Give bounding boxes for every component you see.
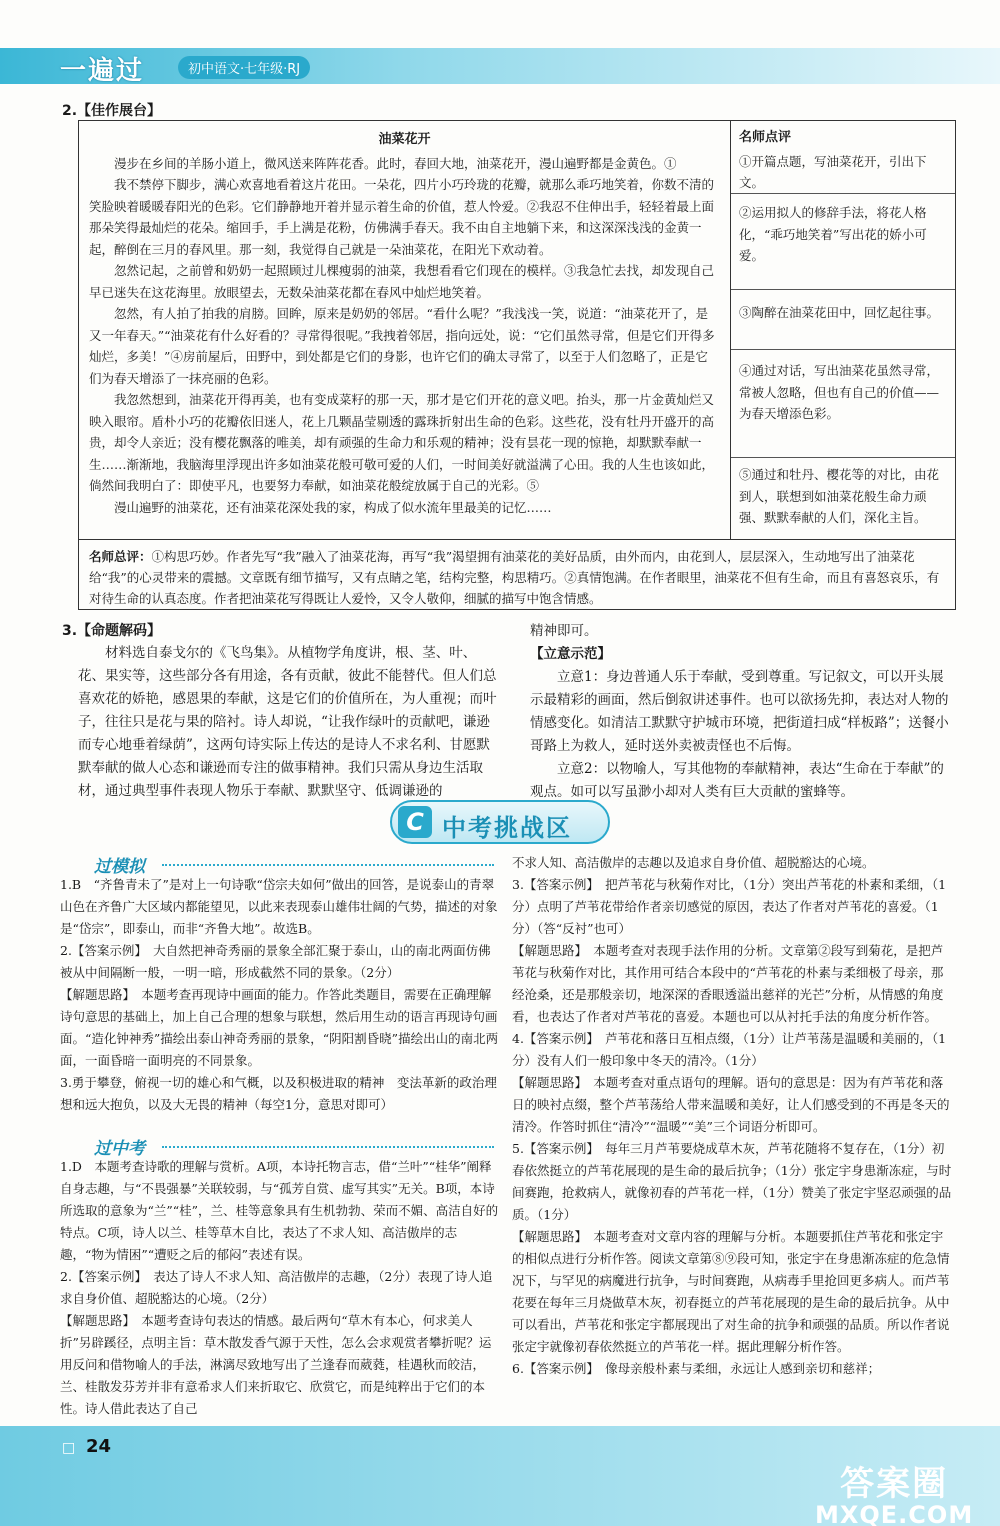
answer-3: 3.勇于攀登，俯视一切的雄心和气概，以及积极进取的精神 变法革新的政治理想和远大抱负，以及大无畏的精神（每空1分，意思对即可） — [60, 1075, 497, 1112]
analysis-paragraph: 材料选自泰戈尔的《飞鸟集》。从植物学角度讲，根、茎、叶、花、果实等，这些部分各有用途，各有贡献，彼此不能替代。但人们总喜欢花的娇艳，感恩果的奉献，这是它们的价值所在，为人重视；而叶子，往往只是花与果的陪衬。诗人却说，“让我作绿叶的贡献吧，谦逊而专心地垂着绿荫”，这两句诗实际上传达的是诗人不求名利、甘愿默默奉献的做人心态和谦逊而专注的做事精神。我们只需从身边生活取材，通过典型事件表现人物乐于奉献、默默坚守、低调谦逊的 — [78, 645, 497, 799]
comment-5: ⑤通过和牡丹、樱花等的对比，由花到人，联想到如油菜花般生命力顽强、默默奉献的人们，深化主旨。 — [731, 457, 955, 539]
comment-3: ③陶醉在油菜花田中，回忆起往事。 — [731, 289, 955, 349]
comments-column — [731, 121, 955, 539]
essay-body — [79, 121, 731, 539]
page-number: 24 — [86, 1436, 112, 1457]
comments-heading: 名师点评 — [739, 130, 792, 145]
section-3-title: 3.【命题解码】 — [62, 623, 162, 639]
analysis-exam-3: 【解题思路】 本题考查对表现手法作用的分析。文章第②段写到菊花，是把芦苇花与秋菊作对比，其作用可结合本段中的“芦苇花的朴素与柔细极了母亲，那经沧桑，还是那般亲切，地深深的香眼透溢出慈祥的光芒”分析，从情感的角度看，也表达了作者对芦苇花的喜爱。本题也可以从衬托手法的角度分析作答。 — [512, 943, 944, 1024]
summary-box — [79, 539, 955, 609]
idea-heading: 【立意示范】 — [530, 646, 611, 662]
idea-2: 立意2：以物喻人，写其他物的奉献精神，表达“生命在于奉献”的观点。如可以写虽渺小却对人类有巨大贡献的蜜蜂等。 — [530, 761, 944, 800]
section-3-right — [530, 620, 954, 804]
answer-exam-1: 1.D 本题考查诗歌的理解与赏析。A项，本诗托物言志，借“兰叶”“桂华”阐释自身志趣，与“不畏强暴”关联较弱，与“孤芳自赏、虚写其实”无关。B项，本诗所选取的意象为“兰”“桂”，兰、桂等意象具有生机勃勃、荣而不媚、高洁自好的特点。C项，诗人以兰、桂等草木自比，表达了不求人知、高洁傲岸的志趣，“物为情困”“遭贬之后的郁闷”表述有误。 — [60, 1159, 499, 1262]
section-3-text — [78, 642, 498, 803]
essay-paragraph: 忽然记起，之前曾和奶奶一起照顾过儿棵瘦弱的油菜，我想看看它们现在的模样。③我急忙去找，却发现自己早已迷失在这花海里。放眼望去，无数朵油菜花都在春风中灿烂地笑着。 — [89, 263, 715, 300]
comment-1: ①开篇点题，写油菜花开，引出下文。 — [739, 153, 927, 190]
subsection-mock-title: 过模拟 — [94, 857, 145, 877]
essay-title: 油菜花开 — [378, 132, 431, 147]
dotted-divider — [162, 1146, 494, 1148]
section-c-badge — [390, 800, 610, 844]
analysis-2: 【解题思路】 本题考查再现诗中画面的能力。作答此类题目，需要在正确理解诗句意思的基础上，加上自己合理的想象与联想，然后用生动的语言再现诗句画面。“造化钟神秀”描绘出泰山神奇秀丽的景象，“阴阳割昏晓”描绘出山的南北两面，一面昏暗一面明亮的不同景象。 — [60, 987, 499, 1068]
left-column-a — [60, 874, 500, 1116]
section-letter: C — [398, 806, 432, 838]
brand-logo: 一遍过 — [60, 56, 145, 86]
answer-exam-3: 3.【答案示例】 把芦苇花与秋菊作对比，（1分）突出芦苇花的朴素和柔细，（1分）点明了芦苇花带给作者亲切感觉的原因，表达了作者对芦苇花的喜爱。（1分）（答“反衬”也可） — [512, 877, 947, 936]
answer-tail: 不求人知、高洁傲岸的志趣以及追求自身价值、超脱豁达的心境。 — [512, 855, 875, 870]
answer-exam-4: 4.【答案示例】 芦苇花和落日互相点缀，（1分）让芦苇荡是温暖和美丽的，（1分）没有人们一般印象中冬天的清冷。（1分） — [512, 1031, 947, 1068]
header-tagline: 初中语文·七年级·RJ — [178, 56, 310, 79]
section-2-title: 2.【佳作展台】 — [62, 103, 162, 119]
essay-paragraph: 忽然，有人拍了拍我的肩膀。回眸，原来是奶奶的邻居。“看什么呢？”我浅浅一笑，说道：“油菜花开了，是又一年春天。”“油菜花有什么好看的？寻常得很呢。”我拽着邻居，指向远处，说：“它们虽然寻常，但是它们开得多灿烂，多美！”④房前屋后，田野中，到处都是它们的身影，也许它们的确太寻常了，以至于人们忽略了，正是它们为春天增添了一抹亮丽的色彩。 — [89, 306, 715, 386]
subsection-exam-title: 过中考 — [94, 1139, 145, 1159]
summary-text: ①构思巧妙。作者先写“我”融入了油菜花海，再写“我”渴望拥有油菜花的美好品质，由外而内，由花到人，层层深入，生动地写出了油菜花给“我”的心灵带来的震撼。文章既有细节描写，又有点睛之笔，结构完整，构思精巧。②真情饱满。在作者眼里，油菜花不但有生命，而且有喜怒哀乐，有对待生命的认真态度。作者把油菜花写得既让人爱怜，又令人敬仰，细腻的描写中饱含情感。 — [89, 549, 940, 606]
essay-paragraph: 我忽然想到，油菜花开得再美，也有变成菜籽的那一天，那才是它们开花的意义吧。抬头，那一片金黄灿烂又映入眼帘。盾朴小巧的花瓣依旧迷人，花上几颗晶莹剔透的露珠折射出生命的色彩。这些花，没有牡丹开盛开的高贵，却令人亲近；没有樱花飘落的唯美，却有顽强的生命力和乐观的精神；没有昙花一现的惊艳，却默默奉献一生……渐渐地，我脑海里浮现出许多如油菜花般可敬可爱的人们，一时间美好就溢满了心田。我的人生也该如此，倘然间我明白了：即使平凡，也要努力奉献，如油菜花般绽放属于自己的光彩。⑤ — [89, 392, 715, 493]
idea-1: 立意1：身边普通人乐于奉献，受到尊重。写记叙文，可以开头展示最精彩的画面，然后倒叙讲述事件。也可以欲扬先抑，表达对人物的情感变化。如清洁工默默守护城市环境，把街道扫成“样板路”；送餐小哥路上为救人，延时送外卖被责怪也不后悔。 — [530, 669, 949, 754]
watermark — [815, 1456, 973, 1526]
essay-paragraph: 我不禁停下脚步，满心欢喜地看着这片花田。一朵花，四片小巧玲珑的花瓣，就那么乖巧地笑着，你数不清的笑脸映着暖暖春阳光的色彩。它们静静地开着并显示着生命的价值，惹人怜爱。②我忍不住伸出手，轻轻着最上面那朵笑得最灿烂的花朵。缩回手，手上满是花粉，仿佛满手春天。我不由自主地躺下来，和这深深浅浅的金黄一起，醉倒在三月的春风里。那一刻，我觉得自己就是一朵油菜花，在阳光下欢动着。 — [89, 177, 715, 257]
essay-paragraph: 漫步在乡间的羊肠小道上，微风送来阵阵花香。此时，春回大地，油菜花开，漫山遍野都是金黄色。① — [114, 155, 677, 171]
page-icon: □ — [62, 1440, 76, 1456]
comment-2: ②运用拟人的修辞手法，将花人格化，“乖巧地笑着”写出花的娇小可爱。 — [731, 193, 955, 289]
analysis-exam-2: 【解题思路】 本题考查诗句表达的情感。最后两句“草木有本心，何求美人折”另辟蹊径，点明主旨：草木散发香气源于天性，怎么会求观赏者攀折呢？运用反问和借物喻人的手法，淋漓尽致地写出了兰逢春而葳蕤，桂遇秋而皎洁，兰、桂散发芬芳并非有意希求人们来折取它、欣赏它，而是纯粹出于它们的本性。诗人借此表达了自己 — [60, 1313, 492, 1416]
page-header — [0, 0, 1000, 100]
comment-4: ④通过对话，写出油菜花虽然寻常，常被人忽略，但也有自己的价值——为春天增添色彩。 — [731, 349, 955, 457]
analysis-exam-5: 【解题思路】 本题考查对文章内容的理解与分析。本题要抓住芦苇花和张定宇的相似点进行分析作答。阅读文章第⑧⑨段可知，张定宇在身患渐冻症的危急情况下，与罕见的病魔进行抗争，与时间赛跑，从病毒手里抢回更多病人。而芦苇花要在每年三月烧做草木灰，初春挺立的芦苇花展现的是生命的最后抗争。从中可以看出，芦苇花和张定宇都展现出了对生命的抗争和顽强的品质。所以作者说张定宇就像初春依然挺立的芦苇花一样。据此理解分析作答。 — [512, 1229, 950, 1354]
analysis-tail: 精神即可。 — [530, 623, 598, 639]
essay-paragraph: 漫山遍野的油菜花，还有油菜花深处我的家，构成了似水流年里最美的记忆…… — [114, 499, 552, 515]
watermark-url: MXQE.COM — [815, 1501, 974, 1526]
answer-1: 1.B “齐鲁青未了”是对上一句诗歌“岱宗夫如何”做出的回答，是说泰山的青翠山色在齐鲁广大区域内都能望见，以此来表现泰山雄伟壮阔的气势，描述的对象是“岱宗”，即泰山，而非“齐鲁大地”。故选B。 — [60, 877, 498, 936]
answer-exam-5: 5.【答案示例】 每年三月芦苇要烧成草木灰，芦苇花随将不复存在，（1分）初春依然挺立的芦苇花展现的是生命的最后抗争；（1分）张定宇身患渐冻症，与时间赛跑，抢救病人，就像初春的芦苇花一样，（1分）赞美了张定宇坚忍顽强的品质。（1分） — [512, 1141, 952, 1222]
answer-2: 2.【答案示例】 大自然把神奇秀丽的景象全部汇聚于泰山，山的南北两面仿佛被从中间隔断一般，一明一暗，形成截然不同的景象。（2分） — [60, 943, 491, 980]
header-band — [0, 48, 1000, 84]
left-column-b — [60, 1156, 500, 1420]
analysis-exam-4: 【解题思路】 本题考查对重点语句的理解。语句的意思是：因为有芦苇花和落日的映衬点缀，整个芦苇荡给人带来温暖和美好，让人们感受到的不再是冬天的清冷。作答时抓住“清冷”“温暖”“美”三个词语分析即可。 — [512, 1075, 950, 1134]
watermark-text: 答案圈 — [840, 1464, 949, 1504]
summary-label: 名师总评： — [89, 549, 152, 564]
answer-exam-6: 6.【答案示例】 像母亲般朴素与柔细，永远让人感到亲切和慈祥； — [512, 1361, 881, 1376]
section-c-title: 中考挑战区 — [442, 814, 572, 842]
essay-table — [78, 120, 956, 610]
dotted-divider — [162, 864, 494, 866]
right-column — [512, 852, 952, 1380]
answer-exam-2: 2.【答案示例】 表达了诗人不求人知、高洁傲岸的志趣，（2分）表现了诗人追求自身价值、超脱豁达的心境。（2分） — [60, 1269, 493, 1306]
